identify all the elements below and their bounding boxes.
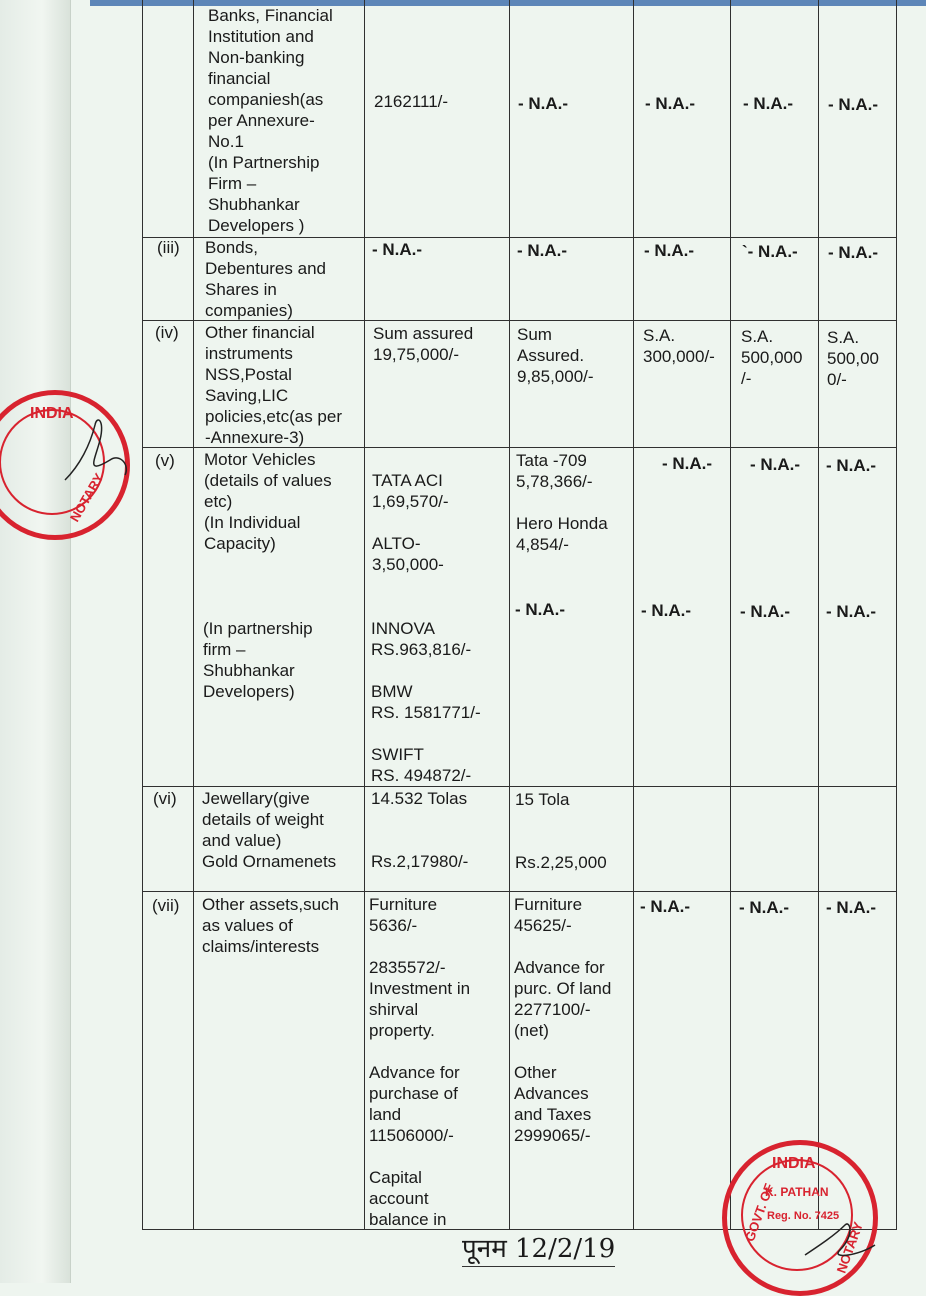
row-iv-col3: S.A. 300,000/- bbox=[643, 326, 715, 366]
col-line bbox=[509, 0, 510, 1230]
row-ii-col3: - N.A.- bbox=[645, 94, 696, 113]
row-vii-col2: Furniture 45625/- Advance for purc. Of land 2277100/- (net) Other Advances and Taxes 2999065/- bbox=[514, 895, 612, 1145]
row-iii-number: (iii) bbox=[157, 238, 180, 257]
row-iv-col2: Sum Assured. 9,85,000/- bbox=[517, 325, 594, 386]
row-vii-col1: Furniture 5636/- 2835572/- Investment in shirval property. Advance for purchase of land 11506000/- Capital account balance in bbox=[369, 895, 471, 1229]
row-v-col1-partnership: INNOVA RS.963,816/- BMW RS. 1581771/- SWIFT RS. 494872/- bbox=[371, 619, 481, 785]
stamp-notary-label-right: NOTARY bbox=[833, 1219, 866, 1276]
row-ii-col4: - N.A.- bbox=[743, 94, 794, 113]
row-v-col3-partnership: - N.A.- bbox=[641, 601, 692, 620]
col-line bbox=[364, 0, 365, 1230]
row-vii-col4: - N.A.- bbox=[739, 898, 790, 917]
row-iii-col2: - N.A.- bbox=[517, 241, 568, 260]
row-ii-col2: - N.A.- bbox=[518, 94, 569, 113]
stamp-reg-label: Reg. No. 7425 bbox=[767, 1210, 840, 1222]
col-line bbox=[730, 0, 731, 1230]
row-iii-col1: - N.A.- bbox=[372, 240, 423, 259]
signature-right bbox=[800, 1215, 880, 1275]
stamp-name-label: K. PATHAN bbox=[765, 1185, 829, 1199]
row-ii-description: Banks, Financial Institution and Non-banking financial companiesh(as per Annexure- No.1 (In Partnership Firm – Shubhankar Developers ) bbox=[208, 6, 333, 235]
row-vi-description: Jewellary(give details of weight and value) Gold Ornamenets bbox=[202, 789, 337, 871]
bottom-handwritten-signature: पूनम 12/2/19 bbox=[462, 1232, 615, 1267]
row-vii-col5: - N.A.- bbox=[826, 898, 877, 917]
row-v-description: Motor Vehicles (details of values etc) (In Individual Capacity) bbox=[204, 450, 332, 553]
row-v-description-partnership: (In partnership firm – Shubhankar Developers) bbox=[203, 619, 313, 701]
col-line bbox=[142, 0, 143, 1230]
row-vii-col3: - N.A.- bbox=[640, 897, 691, 916]
row-iv-number: (iv) bbox=[155, 323, 179, 342]
row-iv-description: Other financial instruments NSS,Postal Saving,LIC policies,etc(as per -Annexure-3) bbox=[205, 323, 343, 447]
col-line bbox=[193, 0, 194, 1230]
col-line bbox=[896, 0, 897, 1230]
row-vii-description: Other assets,such as values of claims/interests bbox=[202, 895, 340, 956]
row-v-col4: - N.A.- bbox=[750, 455, 801, 474]
row-v-col2-partnership: - N.A.- bbox=[515, 600, 566, 619]
row-vii-number: (vii) bbox=[152, 896, 180, 915]
row-vi-col1: 14.532 Tolas Rs.2,17980/- bbox=[371, 789, 469, 871]
row-iv-col4: S.A. 500,000 /- bbox=[741, 327, 803, 388]
row-v-col4-partnership: - N.A.- bbox=[740, 602, 791, 621]
signature-left bbox=[55, 405, 135, 495]
row-iii-col5: - N.A.- bbox=[828, 243, 879, 262]
row-line bbox=[142, 786, 897, 787]
stamp-notary-label: NOTARY bbox=[66, 470, 107, 525]
row-iii-col3: - N.A.- bbox=[644, 241, 695, 260]
stamp-govt-label: GOVT. OF bbox=[741, 1181, 777, 1244]
page-binding-edge bbox=[0, 0, 71, 1283]
row-vi-col2: 15 Tola Rs.2,25,000 bbox=[515, 790, 607, 872]
row-v-col2: Tata -709 5,78,366/- Hero Honda 4,854/- bbox=[516, 451, 608, 554]
col-line bbox=[633, 0, 634, 1230]
row-iv-col5: S.A. 500,00 0/- bbox=[827, 328, 879, 389]
row-line bbox=[142, 891, 897, 892]
stamp-country-label: INDIA bbox=[30, 405, 74, 422]
col-line bbox=[818, 0, 819, 1230]
row-v-number: (v) bbox=[155, 451, 175, 470]
row-ii-col1: 2162111/- bbox=[374, 92, 449, 111]
row-v-col1: TATA ACI 1,69,570/- ALTO- 3,50,000- bbox=[372, 471, 449, 574]
row-v-col5-partnership: - N.A.- bbox=[826, 602, 877, 621]
row-v-col5: - N.A.- bbox=[826, 456, 877, 475]
row-ii-col5: - N.A.- bbox=[828, 95, 879, 114]
row-iii-col4: `- N.A.- bbox=[742, 242, 798, 261]
row-vi-number: (vi) bbox=[153, 789, 177, 808]
stamp-country-label-right: INDIA bbox=[772, 1155, 816, 1172]
row-iii-description: Bonds, Debentures and Shares in companies) bbox=[205, 238, 326, 320]
row-v-col3: - N.A.- bbox=[662, 454, 713, 473]
row-iv-col1: Sum assured 19,75,000/- bbox=[373, 324, 474, 364]
